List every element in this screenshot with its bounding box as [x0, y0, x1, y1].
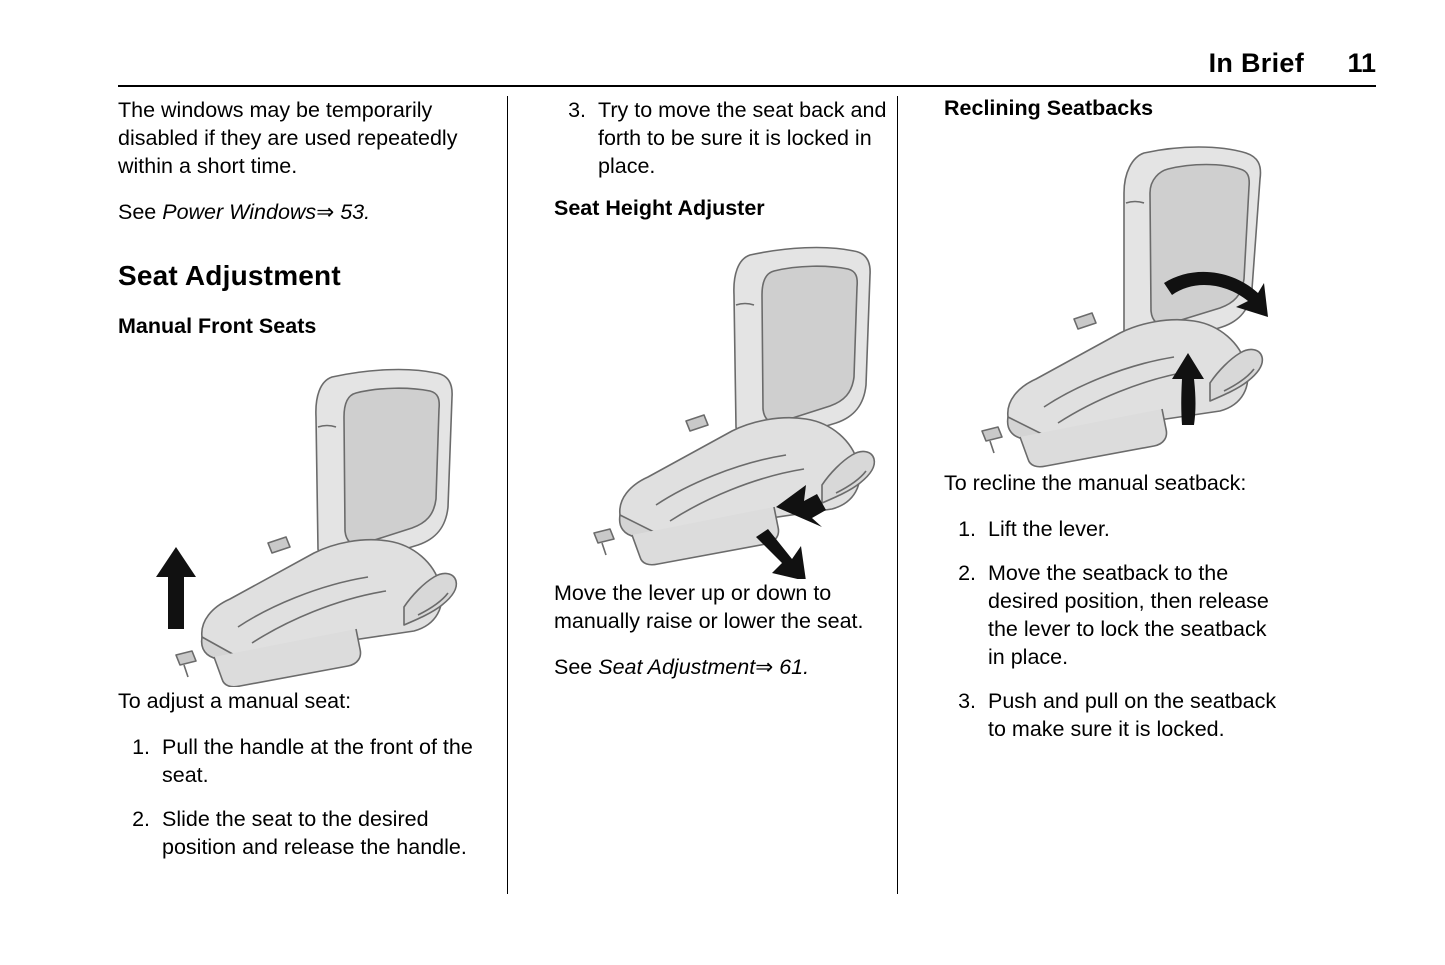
step-number: 2. [958, 561, 976, 585]
subheading-seat-height-adjuster: Seat Height Adjuster [554, 196, 765, 220]
page-title: In Brief [1208, 48, 1304, 78]
step-text: Slide the seat to the desired position and release the handle. [162, 807, 467, 859]
step-text: Lift the lever. [988, 517, 1110, 541]
step-number: 1. [132, 735, 150, 759]
direction-arrow-down [756, 529, 806, 579]
subheading-reclining-seatbacks: Reclining Seatbacks [944, 96, 1154, 120]
seat-height-adjuster-illustration [554, 239, 897, 579]
step-number: 1. [958, 517, 976, 541]
column-one [118, 96, 507, 896]
steps-manual-seat-continued [554, 96, 897, 180]
figure-seat-height-adjuster [554, 239, 897, 579]
column-three [898, 96, 1287, 896]
step-number: 3. [568, 98, 586, 122]
list-item [944, 515, 1287, 543]
content-columns [118, 96, 1376, 896]
column-two [508, 96, 897, 896]
reclining-seatback-illustration [944, 139, 1287, 469]
subheading-manual-front-seats: Manual Front Seats [118, 314, 317, 338]
step-text: Move the seatback to the desired position, then release the lever to lock the seatback in place. [988, 561, 1269, 669]
steps-manual-seat [118, 733, 507, 861]
step-number: 2. [132, 807, 150, 831]
body-paragraph-lever: Move the lever up or down to manually raise or lower the seat. [554, 581, 864, 633]
see-arrow-icon: ⇒ [316, 200, 335, 224]
step-text: Push and pull on the seatback to make sure it is locked. [988, 689, 1277, 741]
lead-in-adjust-manual-seat: To adjust a manual seat: [118, 689, 352, 713]
step-number: 3. [958, 689, 976, 713]
see-page: 53. [340, 200, 371, 224]
list-item [554, 96, 897, 180]
see-prefix: See [118, 200, 163, 224]
figure-manual-front-seat [118, 357, 507, 687]
list-item [118, 805, 507, 861]
see-arrow-icon: ⇒ [755, 655, 774, 679]
section-heading-seat-adjustment: Seat Adjustment [118, 260, 341, 291]
page-header [118, 48, 1376, 88]
figure-reclining-seatback [944, 139, 1287, 469]
list-item [944, 687, 1287, 743]
see-page: 61. [779, 655, 810, 679]
steps-reclining-seatback [944, 515, 1287, 743]
see-target: Seat Adjustment [598, 655, 756, 679]
step-text: Pull the handle at the front of the seat. [162, 735, 473, 787]
see-prefix: See [554, 655, 599, 679]
page-number: 11 [1347, 48, 1376, 78]
direction-arrow-up [156, 547, 196, 629]
see-target: Power Windows [162, 200, 317, 224]
list-item [118, 733, 507, 789]
cross-reference-power-windows [118, 198, 507, 226]
cross-reference-seat-adjustment [554, 653, 897, 681]
manual-front-seat-illustration [118, 357, 507, 687]
list-item [944, 559, 1287, 671]
step-text: Try to move the seat back and forth to be sure it is locked in place. [598, 98, 887, 178]
lead-in-recline-manual-seatback: To recline the manual seatback: [944, 471, 1247, 495]
intro-paragraph: The windows may be temporarily disabled if they are used repeatedly within a short time. [118, 98, 458, 178]
